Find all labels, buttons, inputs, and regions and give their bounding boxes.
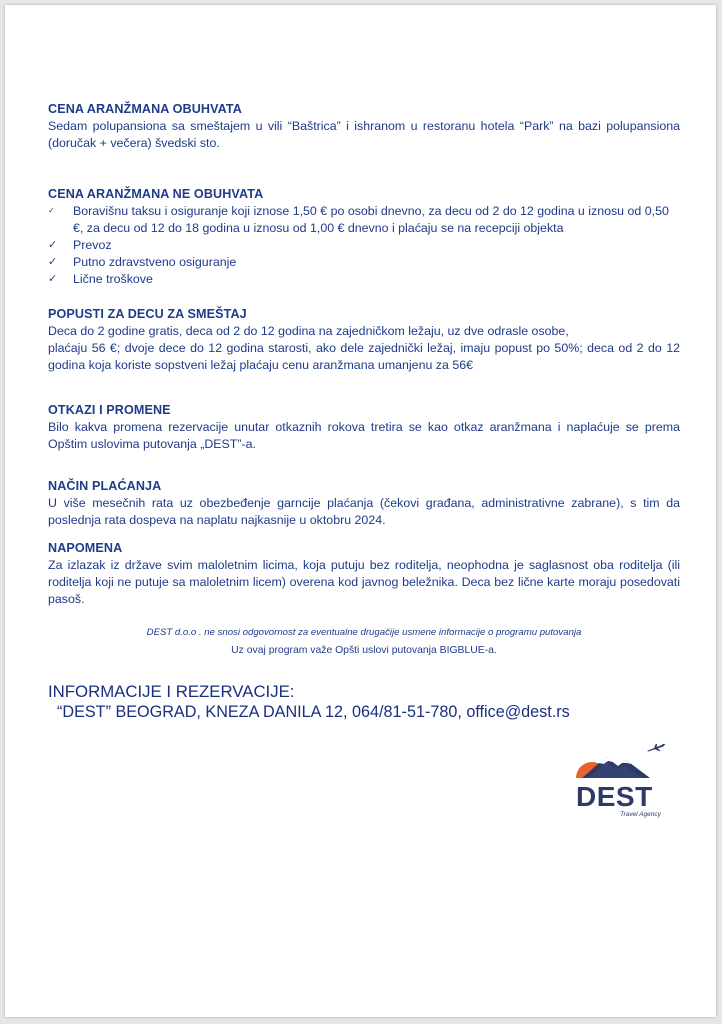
- excludes-list: [48, 203, 680, 288]
- section-text-line: Deca do 2 godine gratis, deca od 2 do 12 godina na zajedničkom ležaju, uz dve odrasle osobe,: [48, 324, 569, 338]
- logo-mountain-graphic: [568, 744, 673, 786]
- document-page: [5, 5, 716, 1017]
- dest-logo: [568, 744, 673, 824]
- section-price-includes: [48, 101, 680, 152]
- check-icon: ✓: [48, 206, 55, 215]
- disclaimer-note: DEST d.o.o . ne snosi odgovornost za eventualne drugačije usmene informacije o programu putovanja: [146, 627, 582, 638]
- contact-block: [48, 682, 680, 722]
- check-icon: ✓: [48, 273, 58, 285]
- section-heading: NAČIN PLAĆANJA: [48, 479, 162, 493]
- list-item-text: Lične troškove: [73, 272, 153, 286]
- section-child-discounts: [48, 306, 680, 374]
- section-heading: CENA ARANŽMANA OBUHVATA: [48, 102, 242, 116]
- section-cancellation: [48, 402, 680, 453]
- logo-wordmark: DEST: [576, 781, 653, 812]
- document-content: [48, 101, 680, 722]
- list-item-text: Boravišnu taksu i osiguranje koji iznose 1,50 € po osobi dnevno, za decu od 2 do 12 godina u iznosu od 0,50 €, za decu od 12 do 18 godina u iznosu od 1,00 € dnevno i plaćaju se na recepciji objekta: [73, 204, 669, 235]
- section-heading: POPUSTI ZA DECU ZA SMEŠTAJ: [48, 307, 247, 321]
- check-icon: ✓: [48, 239, 58, 251]
- section-heading: OTKAZI I PROMENE: [48, 403, 171, 417]
- section-heading: NAPOMENA: [48, 541, 123, 555]
- list-item: [48, 271, 680, 288]
- section-text: Sedam polupansiona sa smeštajem u vili “Baštrica” i ishranom u restoranu hotela “Park” na bazi polupansiona (doručak + večera) švedski sto.: [48, 119, 680, 150]
- section-price-excludes: [48, 186, 680, 288]
- logo-tagline: Travel Agency: [620, 811, 661, 818]
- list-item-text: Prevoz: [73, 238, 112, 252]
- footer-notes: [48, 626, 680, 658]
- section-heading: CENA ARANŽMANA NE OBUHVATA: [48, 187, 264, 201]
- section-text: Bilo kakva promena rezervacije unutar otkaznih rokova tretira se kao otkaz aranžmana i naplaćuje se prema Opštim uslovima putovanja „DEST”-a.: [48, 420, 680, 451]
- section-payment: [48, 478, 680, 529]
- section-text: Za izlazak iz države svim maloletnim licima, koja putuju bez roditelja, neophodna je saglasnost oba roditelja (ili roditelja koji ne putuje sa maloletnim licem) overena kod javnog beležnika. Deca bez lične karte moraju posedovati pasoš.: [48, 558, 680, 606]
- list-item-text: Putno zdravstveno osiguranje: [73, 255, 237, 269]
- section-note: [48, 540, 680, 608]
- conditions-note: Uz ovaj program važe Opšti uslovi putovanja BIGBLUE-a.: [231, 645, 497, 656]
- section-text: U više mesečnih rata uz obezbeđenje garncije plaćanja (čekovi građana, administrativne zabrane), s tim da poslednja rata dospeva na naplatu najkasnije u oktobru 2024.: [48, 496, 680, 527]
- section-text: plaćaju 56 €; dvoje dece do 12 godina starosti, ako dele zajednički ležaj, imaju popust po 50%; deca od 2 do 12 godina koja koriste sopstveni ležaj plaćaju cenu aranžmana umanjenu za 56€: [48, 341, 680, 372]
- list-item: [48, 254, 680, 271]
- list-item: [48, 203, 680, 237]
- contact-heading: INFORMACIJE I REZERVACIJE:: [48, 682, 295, 701]
- contact-details: “DEST” BEOGRAD, KNEZA DANILA 12, 064/81-51-780, office@dest.rs: [57, 703, 570, 721]
- check-icon: ✓: [48, 256, 58, 268]
- list-item: [48, 237, 680, 254]
